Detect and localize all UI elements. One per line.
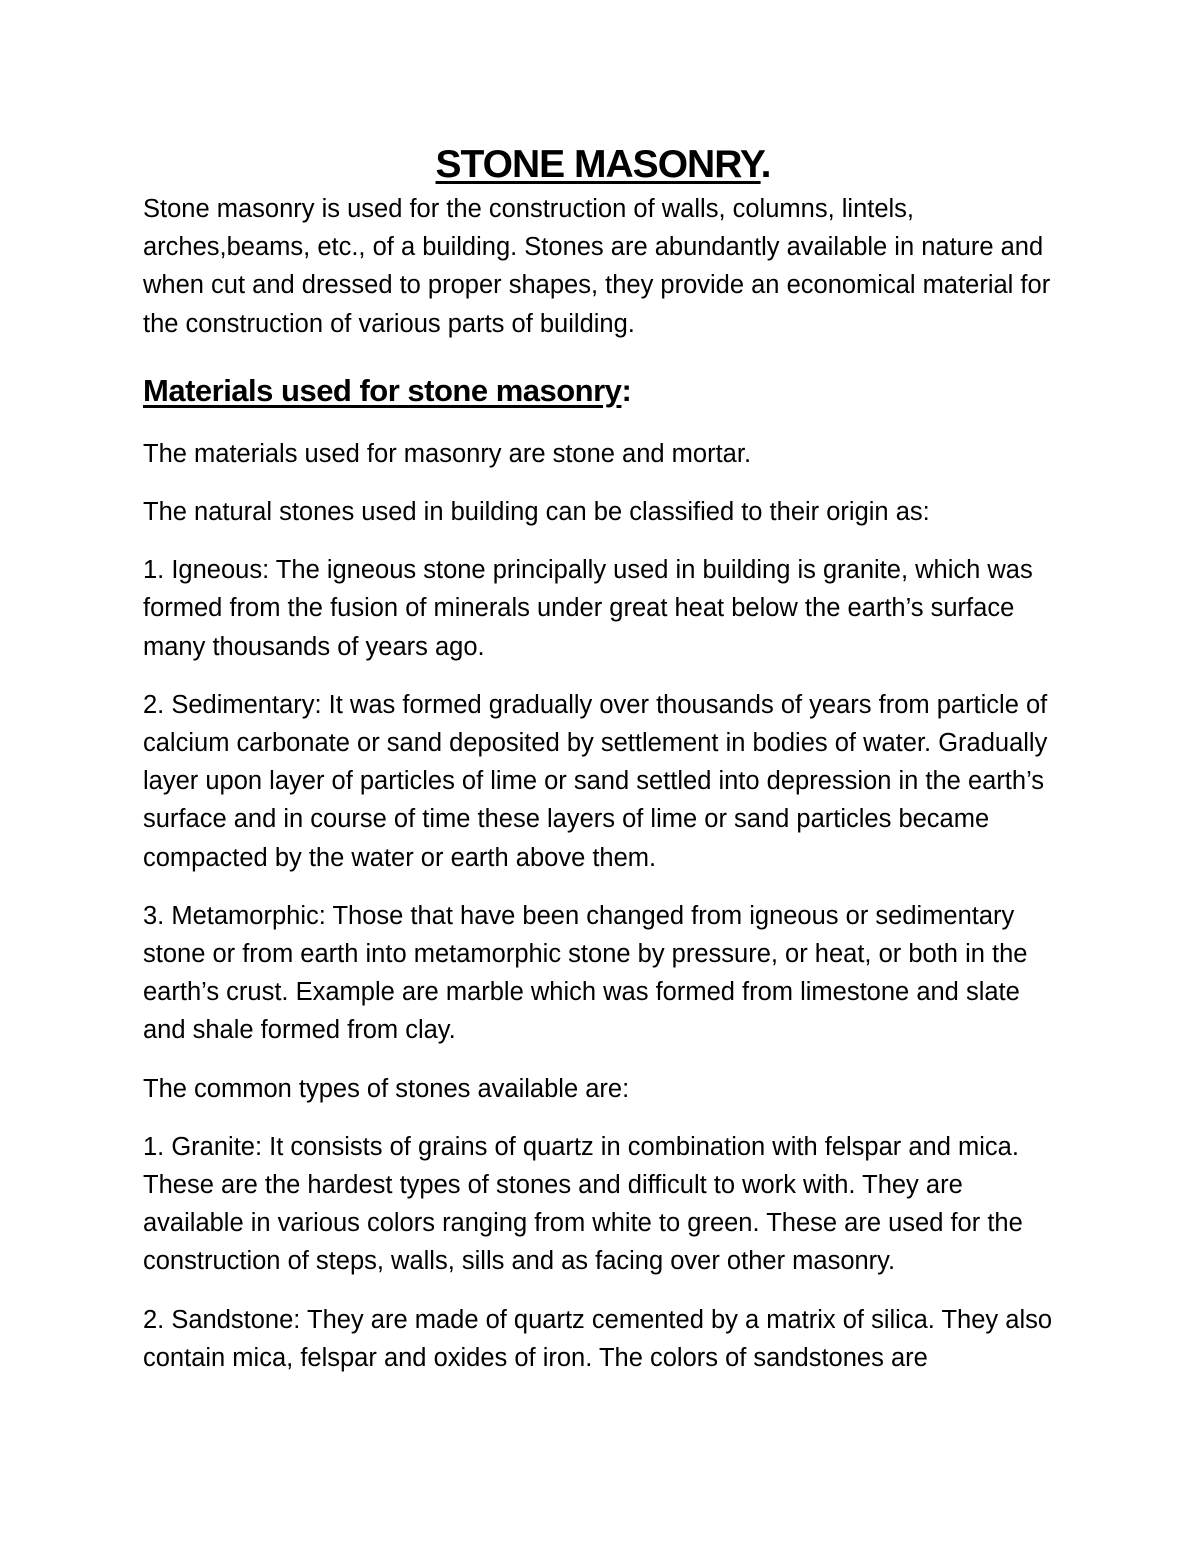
types-intro: The common types of stones available are: (143, 1074, 630, 1103)
document-page (143, 140, 1063, 1377)
materials-paragraph: The materials used for masonry are stone and mortar. (143, 439, 752, 468)
title-punctuation: . (760, 143, 771, 186)
title-text: STONE MASONRY (435, 143, 761, 186)
origin-item-sedimentary: 2. Sedimentary: It was formed gradually over thousands of years from particle of calcium carbonate or sand deposited by settlement in bodies of water. Gradually layer upon layer of particles of lime or sand settled into depression in the earth’s surface and in course of time these layers of lime or sand particles became compacted by the water or earth above them. (143, 690, 1048, 872)
document-title (143, 140, 1063, 190)
origin-item-metamorphic: 3. Metamorphic: Those that have been changed from igneous or sedimentary stone or from earth into metamorphic stone by pressure, or heat, or both in the earth’s crust. Example are marble which was formed from limestone and slate and shale formed from clay. (143, 901, 1028, 1045)
classification-intro: The natural stones used in building can be classified to their origin as: (143, 498, 930, 527)
section-heading-punctuation: : (621, 372, 632, 408)
section-heading-text: Materials used for stone masonry (143, 372, 622, 408)
origin-item-igneous: 1. Igneous: The igneous stone principally used in building is granite, which was formed from the fusion of minerals under great heat below the earth’s surface many thousands of years ago. (143, 556, 1033, 661)
type-item-sandstone: 2. Sandstone: They are made of quartz cemented by a matrix of silica. They also contain mica, felspar and oxides of iron. The colors of sandstones are (143, 1305, 1053, 1372)
intro-paragraph: Stone masonry is used for the construction of walls, columns, lintels, arches,beams, etc., of a building. Stones are abundantly available in nature and when cut and dressed to proper shapes, they provide an economical material for the construction of various parts of building. (143, 195, 1051, 338)
section-heading (143, 369, 1063, 413)
type-item-granite: 1. Granite: It consists of grains of quartz in combination with felspar and mica. These are the hardest types of stones and difficult to work with. They are available in various colors ranging from white to green. These are used for the construction of steps, walls, sills and as facing over other masonry. (143, 1132, 1023, 1276)
